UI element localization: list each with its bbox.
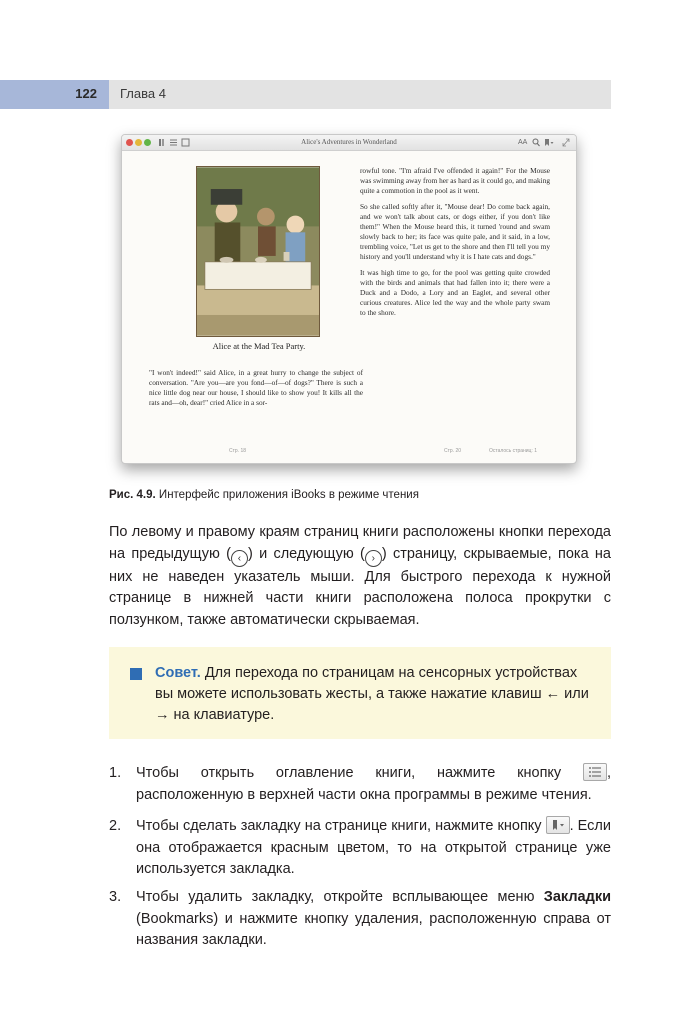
tip-label: Совет.: [155, 665, 201, 681]
right-column-paragraph: It was high time to go, for the pool was getting quite crowded with the birds and animals that had fallen into it; there were a Duck and a Dodo, a Lory and an Eaglet, and several other curious creatures. Alice led the way and the whole party swam to the shore.: [360, 268, 550, 317]
book-left-column: [149, 368, 363, 414]
window-title: Alice's Adventures in Wonderland: [301, 138, 397, 146]
body-text: ) и следующую (: [247, 545, 365, 562]
tip-text: Для перехода по страницам на сенсорных устройствах вы можете использовать жесты, а также нажатие клавиш ← или → на клавиатуре.: [155, 665, 589, 723]
bookmark-icon[interactable]: [544, 138, 554, 147]
bookmark-button-icon: [546, 816, 570, 834]
list-number: 2.: [109, 818, 122, 834]
chapter-title: Глава 4: [120, 86, 166, 101]
page-header: [0, 80, 611, 109]
right-column-paragraph: So she called softly after it, "Mouse dear! Do come back again, and we won't talk about cats, or dogs either, if you don't like them!" When the Mouse heard this, it turned 'round and swam slowly back to her; its face was quite pale, and it said, in a low, trembling voice, "Let us get to the shore and then I'll tell you my history and you'll understand why it is I hate cats and dogs.": [360, 202, 550, 261]
list-text: [136, 816, 611, 881]
bookmarks-menu-name: Закладки: [543, 889, 611, 905]
figure-label: Рис. 4.9.: [109, 489, 156, 501]
list-number: 3.: [109, 889, 122, 905]
search-icon[interactable]: [532, 138, 540, 147]
tip-box: [109, 647, 611, 739]
list-text: [136, 763, 611, 806]
list-text-part: , расположенную в верхней части окна программы в режиме чтения.: [136, 765, 611, 803]
right-page-number: Стр. 20: [444, 448, 462, 454]
figure-caption: [109, 489, 419, 501]
table-of-contents-button-icon: [583, 763, 607, 781]
ibooks-window-screenshot: [121, 134, 577, 464]
font-size-button[interactable]: AA: [518, 139, 528, 146]
page-number-box: [0, 80, 109, 109]
page-number: 122: [75, 86, 97, 101]
illustration-caption: Alice at the Mad Tea Party.: [212, 341, 306, 351]
book-right-column: [360, 166, 550, 324]
list-text-part: . Если она отображается красным цветом, то на открытой странице уже используется закладка.: [136, 818, 611, 877]
tip-marker-icon: [130, 668, 142, 680]
window-titlebar: [122, 135, 576, 151]
body-text: ) страницу, скрываемые, пока на них не наведен указатель мыши. Для быстрого перехода к нужной странице в нижней части книги расположена полоса прокрутки с ползунком, также автоматически скрываемая.: [109, 545, 611, 628]
list-text-part: Чтобы открыть оглавление книги, нажмите кнопку: [136, 765, 583, 781]
right-column-paragraph: rowful tone. "I'm afraid I've offended it again!" For the Mouse was swimming away from her as hard as it could go, and making quite a commotion in the pool as it went.: [360, 166, 550, 195]
left-column-paragraph: "I won't indeed!" said Alice, in a great hurry to change the subject of conversation. "Are you—are you fond—of—of dogs?" There is such a nice little dog near our house, I should like to show you! It kills all the rats and—oh, dear!" cried Alice in a sor-: [149, 368, 363, 407]
figure-text: Интерфейс приложения iBooks в режиме чтения: [158, 489, 419, 501]
previous-page-icon: ‹: [231, 550, 248, 567]
pages-remaining: Осталось страниц: 1: [489, 448, 537, 454]
fullscreen-icon[interactable]: [562, 138, 570, 147]
next-page-icon: ›: [365, 550, 382, 567]
list-text-part: Чтобы удалить закладку, откройте всплывающее меню: [136, 889, 544, 905]
list-text-part: Чтобы сделать закладку на странице книги, нажмите кнопку: [136, 818, 546, 834]
tip-content: [155, 663, 595, 726]
list-number: 1.: [109, 765, 122, 781]
body-text: По левому и правому краям страниц книги расположены кнопки перехода на предыдущую (: [109, 524, 611, 562]
mad-tea-party-illustration: [196, 166, 320, 337]
list-text-part: (Bookmarks) и нажмите кнопку удаления, расположенную справа от названия закладки.: [136, 910, 611, 948]
left-page-number: Стр. 18: [229, 448, 247, 454]
list-text: [136, 887, 611, 952]
body-paragraph: [109, 522, 611, 631]
